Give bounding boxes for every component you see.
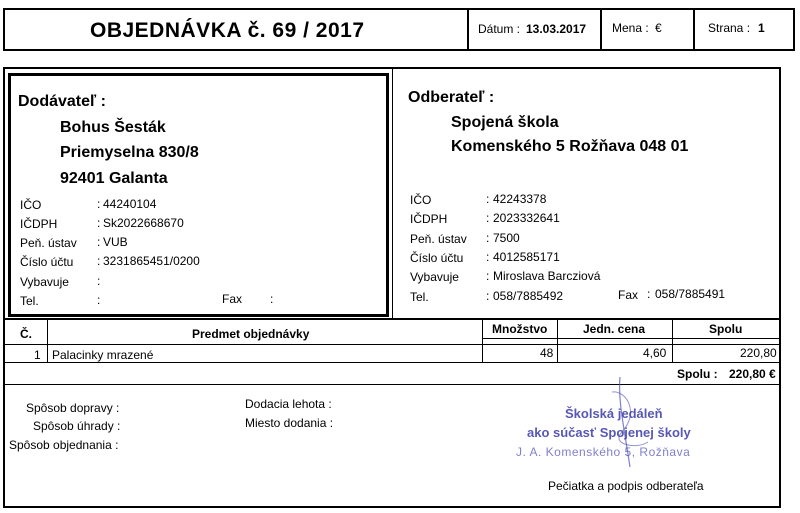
date-label: Dátum : — [478, 22, 521, 36]
customer-fax-label: Fax — [618, 288, 639, 302]
col-header-item: Predmet objednávky — [192, 327, 310, 341]
colon: : — [97, 235, 101, 249]
currency-value: € — [655, 21, 662, 35]
delivery-place-label: Miesto dodania : — [245, 416, 334, 430]
customer-account-value: 4012585171 — [493, 250, 560, 264]
supplier-icdph-label: IČDPH — [20, 217, 58, 231]
customer-ico-value: 42243378 — [493, 192, 547, 206]
customer-fax-value: 058/7885491 — [655, 287, 726, 301]
currency-label: Mena : — [612, 21, 649, 35]
order-method-label: Spôsob objednania : — [9, 438, 119, 452]
sum-label: Spolu : — [677, 367, 718, 381]
payment-label: Spôsob úhrady : — [33, 419, 121, 433]
signature-label: Pečiatka a podpis odberateľa — [548, 479, 704, 493]
supplier-bank-value: VUB — [103, 235, 128, 249]
colon: : — [97, 293, 101, 307]
colon: : — [97, 197, 101, 211]
colon: : — [486, 211, 490, 225]
page-label: Strana : — [708, 21, 751, 35]
customer-account-label: Číslo účtu — [410, 251, 464, 265]
colon: : — [97, 254, 101, 268]
row-no: 1 — [34, 348, 41, 362]
customer-ico-label: IČO — [410, 193, 432, 207]
supplier-handler-label: Vybavuje — [20, 275, 69, 289]
colon: : — [486, 289, 490, 303]
stamp-line2: ako súčasť Spojenej školy — [527, 425, 691, 440]
customer-address: Komenského 5 Rožňava 048 01 — [451, 138, 689, 155]
supplier-heading: Dodávateľ : — [18, 93, 106, 110]
colon: : — [486, 269, 490, 283]
colon: : — [97, 216, 101, 230]
customer-tel-value: 058/7885492 — [493, 289, 564, 303]
colon: : — [486, 250, 490, 264]
customer-heading: Odberateľ : — [408, 89, 495, 106]
customer-handler-label: Vybavuje — [410, 270, 459, 284]
transport-label: Spôsob dopravy : — [26, 401, 120, 415]
customer-handler-value: Miroslava Barcziová — [493, 269, 601, 283]
col-header-total: Spolu — [709, 322, 743, 336]
customer-icdph-label: IČDPH — [410, 212, 448, 226]
customer-name: Spojená škola — [451, 114, 559, 131]
row-item: Palacinky mrazené — [52, 348, 154, 362]
col-header-price: Jedn. cena — [583, 322, 646, 336]
supplier-street: Priemyselna 830/8 — [60, 144, 199, 161]
supplier-bank-label: Peň. ústav — [20, 236, 77, 250]
supplier-fax-label: Fax — [222, 292, 243, 306]
stamp-line1: Školská jedáleň — [565, 406, 663, 421]
supplier-ico-value: 44240104 — [103, 197, 157, 211]
colon: : — [647, 287, 651, 301]
colon: : — [97, 274, 101, 288]
supplier-tel-label: Tel. — [20, 294, 39, 308]
row-total: 220,80 — [740, 346, 777, 360]
customer-icdph-value: 2023332641 — [493, 211, 560, 225]
sum-value: 220,80 € — [729, 367, 776, 381]
col-header-no: Č. — [20, 327, 32, 341]
signature-mark — [560, 372, 680, 482]
supplier-city: 92401 Galanta — [60, 170, 168, 187]
page-title: OBJEDNÁVKA č. 69 / 2017 — [90, 19, 365, 42]
stamp-line3: J. A. Komenského 5, Rožňava — [516, 445, 691, 459]
page-value: 1 — [758, 21, 765, 35]
date-value: 13.03.2017 — [526, 22, 587, 36]
colon: : — [486, 231, 490, 245]
supplier-account-label: Číslo účtu — [20, 255, 74, 269]
row-qty: 48 — [540, 346, 554, 360]
colon: : — [270, 292, 274, 306]
col-header-qty: Množstvo — [492, 322, 548, 336]
customer-tel-label: Tel. — [410, 290, 429, 304]
row-price: 4,60 — [643, 346, 667, 360]
supplier-name: Bohus Šesták — [60, 119, 166, 136]
customer-bank-label: Peň. ústav — [410, 232, 467, 246]
colon: : — [486, 192, 490, 206]
supplier-icdph-value: Sk2022668670 — [103, 216, 184, 230]
supplier-ico-label: IČO — [20, 198, 42, 212]
supplier-account-value: 3231865451/0200 — [103, 254, 200, 268]
delivery-term-label: Dodacia lehota : — [245, 397, 332, 411]
customer-bank-value: 7500 — [493, 231, 520, 245]
